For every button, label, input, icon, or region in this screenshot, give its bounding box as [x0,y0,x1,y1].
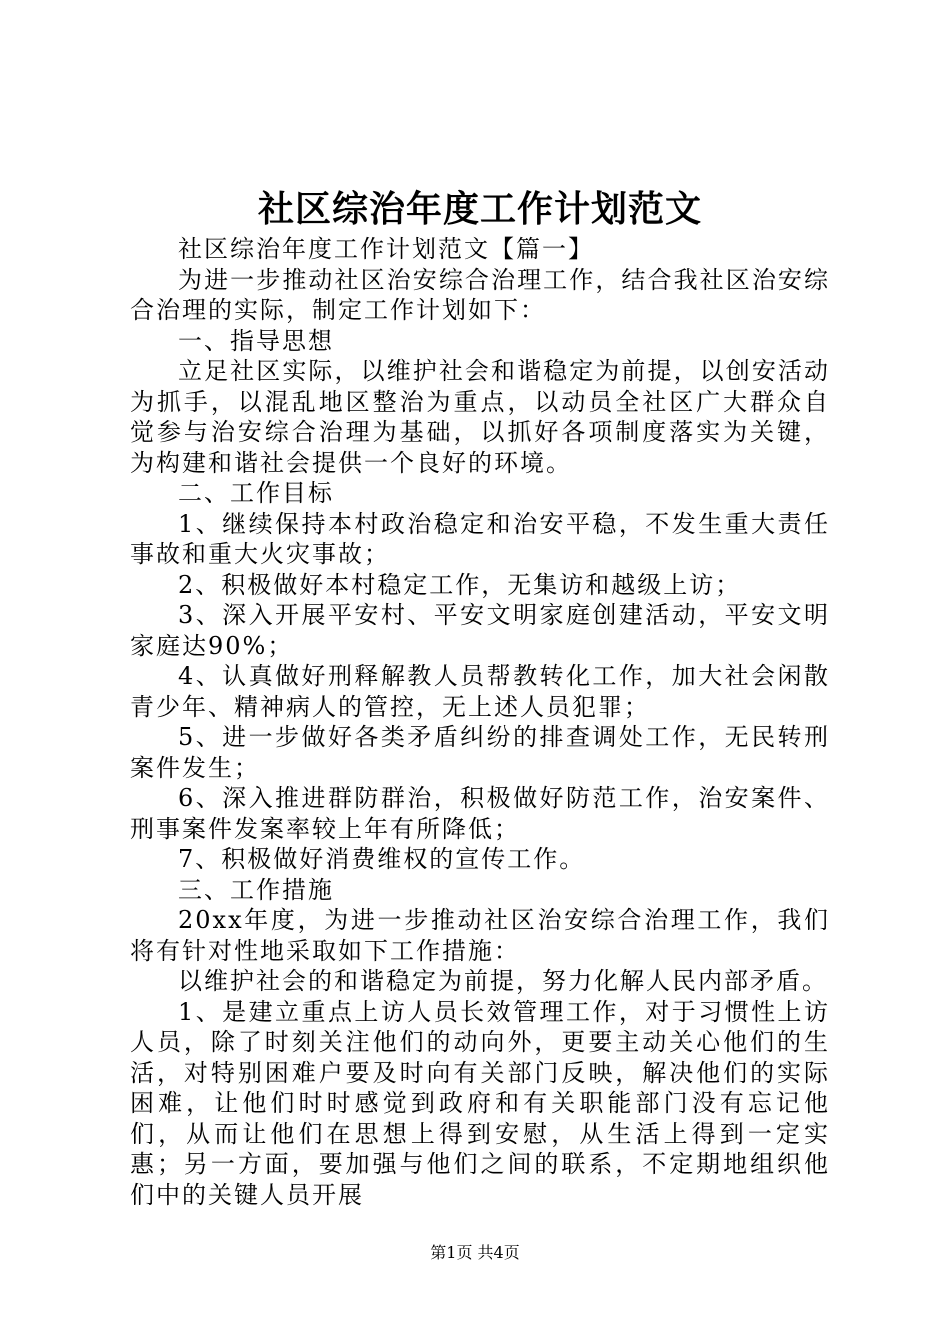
paragraph-measures-premise: 以维护社会的和谐稳定为前提，努力化解人民内部矛盾。 [178,967,828,995]
paragraph-guiding-thought: 立足社区实际，以维护社会和谐稳定为前提，以创安活动为抓手，以混乱地区整治为重点，以动员全社区广大群众自觉参与治安综合治理为基础，以抓好各项制度落实为关键，为构建和谐社会提供一个良好的环境。 [130,357,830,477]
paragraph-intro: 为进一步推动社区治安综合治理工作，结合我社区治安综合治理的实际，制定工作计划如下： [130,265,830,324]
goal-item-5: 5、进一步做好各类矛盾纠纷的排查调处工作，无民转刑案件发生； [130,723,830,782]
goal-item-3: 3、深入开展平安村、平安文明家庭创建活动，平安文明家庭达90%； [130,601,830,660]
section-heading-guiding-thought: 一、指导思想 [178,326,334,355]
document-page [130,0,830,1344]
goal-item-4: 4、认真做好刑释解教人员帮教转化工作，加大社会闲散青少年、精神病人的管控，无上述人员犯罪； [130,662,830,721]
goal-item-7: 7、积极做好消费维权的宣传工作。 [178,845,586,873]
goal-item-6: 6、深入推进群防群治，积极做好防范工作，治安案件、刑事案件发案率较上年有所降低； [130,784,830,843]
page-footer: 第1页 共4页 [430,1243,520,1262]
goal-item-2: 2、积极做好本村稳定工作，无集访和越级上访； [178,570,742,599]
paragraph-heading-part-one: 社区综治年度工作计划范文【篇一】 [178,235,594,263]
section-heading-work-measures: 三、工作措施 [178,875,334,904]
goal-item-1: 1、继续保持本村政治稳定和治安平稳，不发生重大责任事故和重大火灾事故； [130,509,830,568]
paragraph-measures-intro: 20xx年度，为进一步推动社区治安综合治理工作，我们将有针对性地采取如下工作措施： [130,906,830,965]
measure-item-1: 1、是建立重点上访人员长效管理工作，对于习惯性上访人员，除了时刻关注他们的动向外，更要主动关心他们的生活，对特别困难户要及时向有关部门反映，解决他们的实际困难，让他们时时感觉到政府和有关职能部门没有忘记他们，从而让他们在思想上得到安慰，从生活上得到一定实惠；另一方面，要加强与他们之间的联系，不定期地组织他们中的关键人员开展 [130,997,830,1209]
section-heading-work-goals: 二、工作目标 [178,479,334,507]
document-title: 社区综治年度工作计划范文 [257,188,702,230]
document-body [130,234,830,1210]
